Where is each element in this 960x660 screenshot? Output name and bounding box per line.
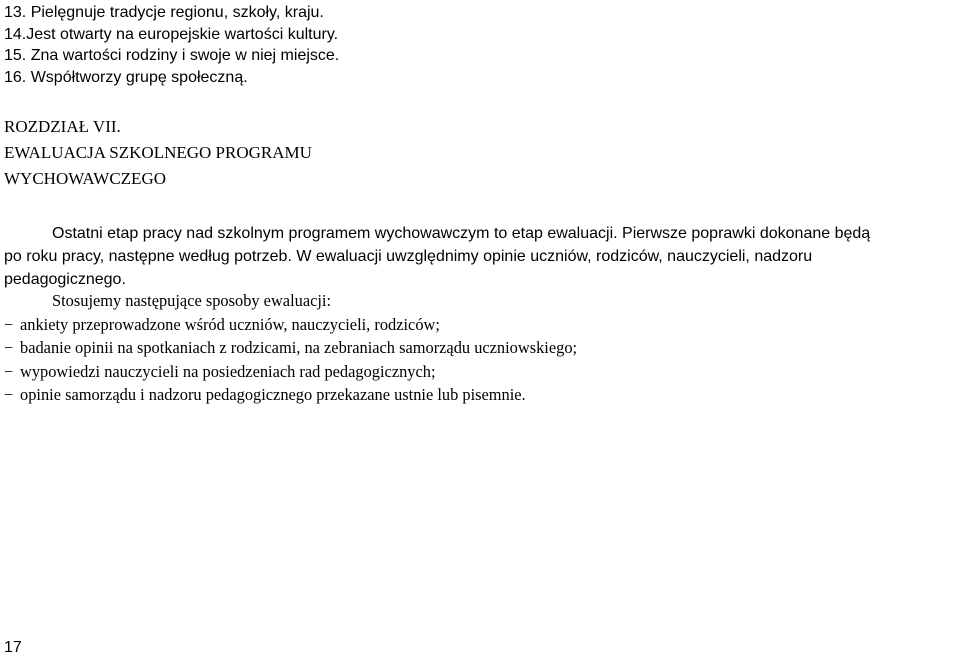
- chapter-heading: [4, 114, 312, 192]
- chapter-title-line-2: WYCHOWAWCZEGO: [4, 169, 166, 188]
- method-item-text: wypowiedzi nauczycieli na posiedzeniach rad pedagogicznych;: [20, 361, 436, 381]
- method-item: [4, 383, 954, 407]
- dash-bullet: −: [4, 385, 14, 404]
- method-item-text: badanie opinii na spotkaniach z rodzicami, na zebraniach samorządu uczniowskiego;: [20, 338, 578, 357]
- method-item-text: opinie samorządu i nadzoru pedagogicznego przekazane ustnie lub pisemnie.: [20, 385, 526, 404]
- chapter-number: ROZDZIAŁ VII.: [4, 117, 121, 136]
- list-item: 15. Zna wartości rodziny i swoje w niej miejsce.: [4, 47, 340, 64]
- chapter-title-line-1: EWALUACJA SZKOLNEGO PROGRAMU: [4, 143, 312, 162]
- dash-bullet: −: [4, 361, 14, 381]
- method-item-text: ankiety przeprowadzone wśród uczniów, nauczycieli, rodziców;: [20, 314, 440, 334]
- list-item: 13. Pielęgnuje tradycje regionu, szkoły, kraju.: [4, 4, 324, 21]
- dash-bullet: −: [4, 338, 14, 357]
- intro-line-3: pedagogicznego.: [4, 271, 126, 288]
- evaluation-methods: [4, 289, 954, 407]
- page-number: 17: [4, 639, 22, 656]
- intro-line-2: po roku pracy, następne według potrzeb. W ewaluacji uwzględnimy opinie uczniów, rodziców, nauczycieli, nadzoru: [4, 248, 813, 265]
- list-item: 16. Współtworzy grupę społeczną.: [4, 68, 248, 86]
- list-item: 14.Jest otwarty na europejskie wartości kultury.: [4, 25, 339, 43]
- method-item: [4, 336, 954, 360]
- goals-list: [4, 2, 339, 88]
- method-item: [4, 360, 954, 384]
- methods-lead: Stosujemy następujące sposoby ewaluacji:: [52, 291, 332, 310]
- method-item: [4, 313, 954, 337]
- intro-paragraph: [4, 222, 959, 291]
- dash-bullet: −: [4, 314, 14, 334]
- intro-line-1: Ostatni etap pracy nad szkolnym programem wychowawczym to etap ewaluacji. Pierwsze poprawki dokonane będą: [52, 225, 871, 242]
